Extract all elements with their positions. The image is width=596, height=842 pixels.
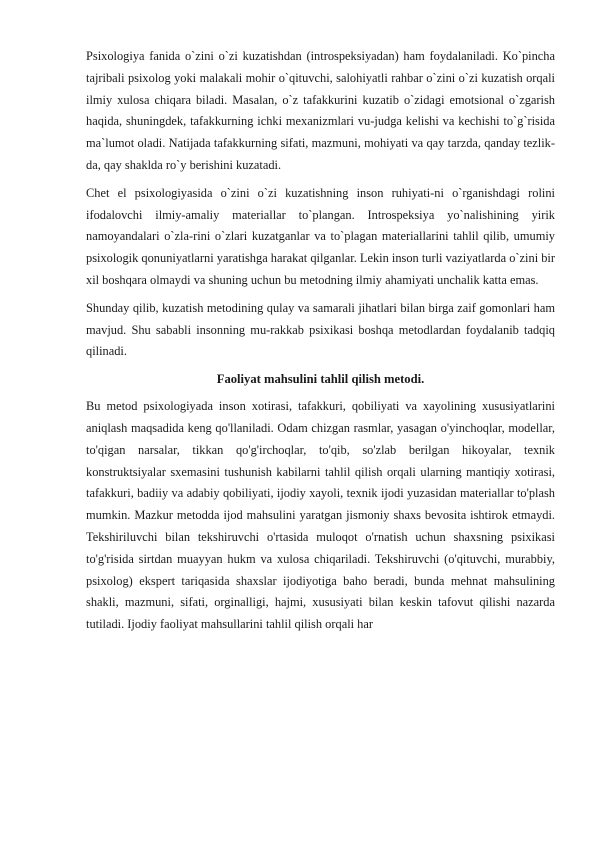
watermark-mark: ​ bbox=[16, 129, 64, 185]
paragraph-activity-product-method: Bu metod psixologiyada inson xotirasi, tafakkuri, qobiliyati va xayolining xususiyatlarini aniqlash maqsadida keng qo'llaniladi. Odam chizgan rasmlar, yasagan o'yinchoqlar, modellar, to'qigan narsalar, tikkan qo'g'irchoqlar, to'qib, so'zlab berilgan hikoyalar, texnik konstruktsiyalar sxemasini tushunish kabilarni tahlil qilish orqali ularning mantiqiy xotirasi, tafakkuri, badiiy va adabiy qobiliyati, ijodiy xayoli, texnik ijodi yuzasidan materiallar to'plash mumkin. Mazkur metodda ijod mahsulini yaratgan jismoniy shaxs bevosita ishtirok etmaydi. Tekshiriluvchi bilan tekshiruvchi o'rtasida muloqot o'rnatish uchun shaxsning psixikasi to'g'risida sirtdan muayyan hukm va xulosa chiqariladi. Tekshiruvchi (o'qituvchi, murabbiy, psixolog) ekspert tariqasida shaxslar ijodiyotiga baho beradi, bunda mehnat mahsulining shakli, mazmuni, sifati, orginalligi, hajmi, xususiyati bilan keskin tafovut qilishi nazarda tutiladi. Ijodiy faoliyat mahsullarini tahlil qilish orqali har bbox=[86, 399, 555, 632]
paragraph-observation-summary: Shunday qilib, kuzatish metodining qulay va samarali jihatlari bilan birga zaif gomonlari ham mavjud. Shu sababli insonning mu-rakkab psixikasi boshqa metodlardan foydalanib tadqiq qilinadi. bbox=[86, 300, 555, 359]
section-heading: Faoliyat mahsulini tahlil qilish metodi. bbox=[216, 372, 425, 387]
paragraph-foreign-psychology: Chet el psixologiyasida o`zini o`zi kuzatishning inson ruhiyati-ni o`rganishdagi rolini ifodalovchi ilmiy-amaliy materiallar to`plangan. Introspeksiya yo`nalishining yirik namoyandalari o`zla-rini o`zlari kuzatganlar va to`plagan materiallarini tahlil qilib, umumiy psixologik qonuniyatlarni yaratishga harakat qilganlar. Lekin inson turli vaziyatlarda o`zini bir xil boshqara olmaydi va shuning uchun bu metodning ilmiy ahamiyati unchalik katta emas. bbox=[86, 185, 555, 287]
document-page bbox=[86, 46, 555, 642]
paragraph-introspection: Psixologiya fanida o`zini o`zi kuzatishdan (introspeksiyadan) ham foydalaniladi. Ko`pincha tajribali psixolog yoki malakali mohir o`qituvchi, salohiyatli rahbar o`zini o`zi kuzatish orqali ilmiy xulosa chiqara biladi. Masalan, o`z tafakkurini kuzatib o`zidagi emotsional o`zgarish haqida, shuningdek, tafakkurning ichki mexanizmlari vu-judga kelishi va kechishi to`g`risida ma`lumot oladi. Natijada tafakkurning sifati, mazmuni, mohiyati va qay tarzda, qanday tezlik-da, qay shaklda ro`y berishini kuzatadi. bbox=[86, 49, 555, 172]
